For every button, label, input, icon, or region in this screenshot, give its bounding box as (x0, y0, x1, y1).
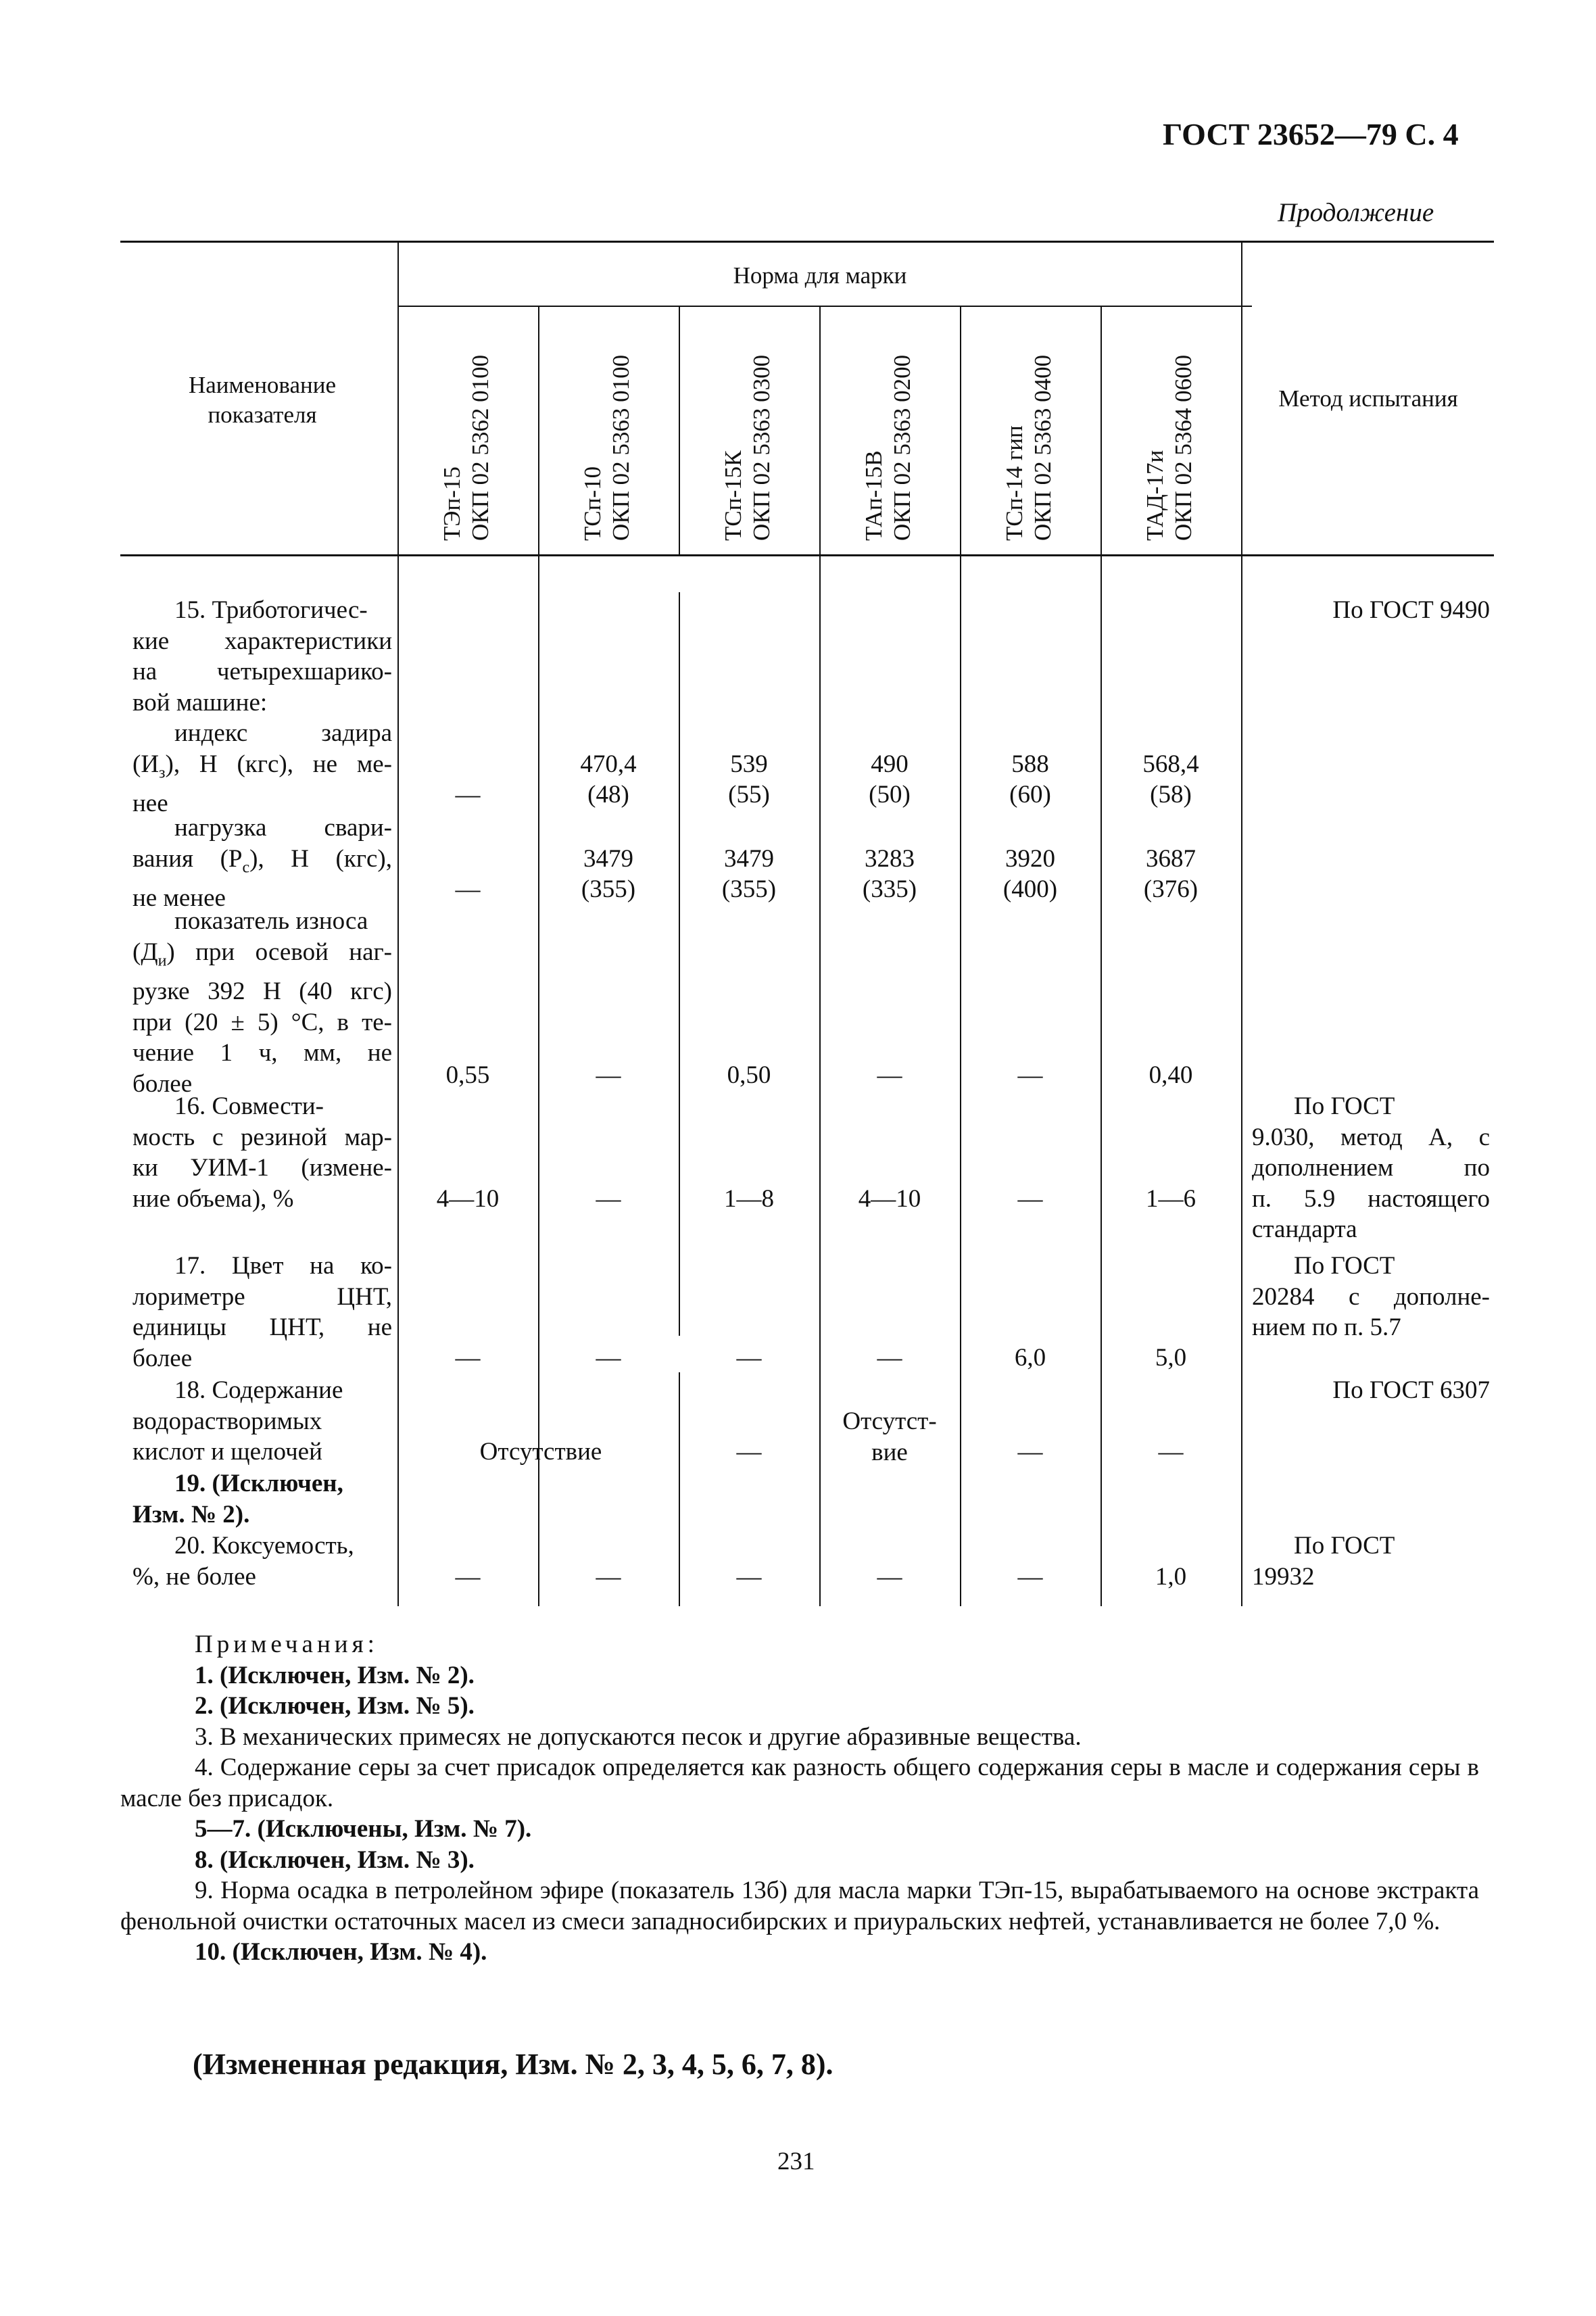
value-cell: 1—6 (1146, 1185, 1196, 1213)
value-cell: (60) (1009, 781, 1051, 809)
note-item: 3. В механических примесях не допускаются песок и другие абразивные вещества. (195, 1722, 1082, 1751)
row-label-20: 20. Коксуемость, %, не более (132, 1532, 354, 1591)
value-cell: — (596, 1563, 621, 1591)
value-cell: — (455, 875, 481, 903)
grade-name: ТАД-17и (1142, 450, 1168, 541)
col-divider (1101, 306, 1102, 1606)
method-cell: По ГОСТ 19932 (1252, 1532, 1395, 1591)
value-cell: 3479 (583, 845, 633, 873)
col-divider (538, 306, 539, 1606)
indicator-column-header: Наименование показателя (188, 372, 337, 428)
value-cell: — (1017, 1563, 1043, 1591)
method-cell: По ГОСТ 20284 с дополне- нием по п. 5.7 (1252, 1252, 1490, 1341)
method-cell: По ГОСТ 9.030, метод А, с дополнением по п. 5.9 настоящего стандарта (1252, 1092, 1490, 1243)
value-cell: — (1158, 1438, 1184, 1466)
note-item: 2. (Исключен, Изм. № 5). (195, 1692, 475, 1720)
note-item: 9. Норма осадка в петролейном эфире (показатель 13б) для масла марки ТЭп-15, вырабатываемого на основе экстракта фенольной очистки остаточных масел из смеси западносибирских и приуральских нефтей, устанавливается не более 7,0 %. (120, 1877, 1479, 1935)
value-cell: Отсутст- вие (842, 1407, 937, 1466)
value-cell: (335) (862, 875, 917, 903)
value-cell: 6,0 (1014, 1344, 1046, 1372)
continuation-label: Продолжение (1278, 198, 1434, 227)
grade-code: ОКП 02 5363 0100 (608, 354, 634, 541)
table-top-rule (120, 241, 1494, 243)
row-label-15b: нагрузка свари- вания $(Р_с)$, Н (кгс), не менее (132, 814, 392, 913)
value-cell: 588 (1011, 750, 1049, 778)
grade-code: ОКП 02 5363 0200 (889, 354, 915, 541)
value-cell: — (596, 1344, 621, 1372)
merged-value-cell: Отсутствие (479, 1438, 602, 1466)
note-item: 4. Содержание серы за счет присадок определяется как разность общего содержания серы в масле и содержания серы в масле без присадок. (120, 1754, 1479, 1812)
row-label-16: 16. Совмести- мость с резиной мар- ки УИМ-1 (измене- ние объема), % (132, 1092, 392, 1213)
value-cell: 470,4 (580, 750, 637, 778)
value-cell: 0,55 (445, 1061, 490, 1089)
value-cell: — (736, 1563, 762, 1591)
grade-name: ТСп-14 гип (1001, 425, 1027, 541)
row-label-15a: индекс задира $(И_з)$, Н (кгс), не ме- нее (132, 719, 392, 818)
grade-header (1141, 355, 1198, 541)
grade-header (438, 355, 495, 541)
header-bottom-rule (120, 554, 1494, 556)
grade-code: ОКП 02 5363 0400 (1030, 354, 1056, 541)
value-cell: (400) (1002, 875, 1058, 903)
value-cell: 0,40 (1148, 1061, 1193, 1089)
col-divider (1241, 241, 1242, 1606)
notes-section (120, 1629, 1479, 1968)
value-cell: 490 (871, 750, 909, 778)
amendment-note: (Измененная редакция, Изм. № 2, 3, 4, 5, 6, 7, 8). (193, 2048, 833, 2081)
value-cell: — (455, 1563, 481, 1591)
value-cell: (50) (869, 781, 911, 809)
note-item: 8. (Исключен, Изм. № 3). (195, 1845, 475, 1874)
grade-name: ТЭп-15 (439, 466, 465, 541)
value-cell: 568,4 (1142, 750, 1199, 778)
grade-header (719, 355, 776, 541)
method-cell: По ГОСТ 9490 (1332, 596, 1490, 624)
grade-header (1000, 355, 1057, 541)
norm-header-rule (399, 306, 1252, 307)
value-cell: (58) (1150, 781, 1192, 809)
value-cell: (355) (581, 875, 636, 903)
value-cell: 0,50 (727, 1061, 771, 1089)
page-number: 231 (777, 2148, 815, 2175)
method-cell: По ГОСТ 6307 (1332, 1376, 1490, 1404)
value-cell: (55) (728, 781, 770, 809)
value-cell: — (1017, 1438, 1043, 1466)
grade-header (860, 355, 917, 541)
page-header: ГОСТ 23652—79 С. 4 (1163, 117, 1459, 151)
row-label-18: 18. Содержание водорастворимых кислот и щелочей (132, 1376, 343, 1466)
row-label-15c: показатель износа $(Д_и)$ при осевой наг- рузке 392 Н (40 кгс) при (20 ± 5) °С, в те- чение 1 ч, мм, не более (132, 907, 392, 1098)
row-label-19: 19. (Исключен, Изм. № 2). (132, 1470, 343, 1528)
value-cell: — (596, 1061, 621, 1089)
grade-code: ОКП 02 5363 0300 (748, 354, 775, 541)
value-cell: — (455, 1344, 481, 1372)
grade-name: ТСп-15К (720, 450, 746, 541)
value-cell: 3687 (1146, 845, 1196, 873)
note-item: 1. (Исключен, Изм. № 2). (195, 1661, 475, 1689)
value-cell: — (1017, 1185, 1043, 1213)
value-cell: 5,0 (1155, 1344, 1187, 1372)
note-item: 10. (Исключен, Изм. № 4). (195, 1938, 487, 1966)
grade-header (579, 355, 635, 541)
value-cell: 3283 (865, 845, 915, 873)
grade-name: ТАп-15В (861, 450, 887, 541)
col-divider (679, 1372, 680, 1606)
col-divider (960, 306, 961, 1606)
value-cell: — (1017, 1061, 1043, 1089)
value-cell: (376) (1143, 875, 1199, 903)
value-cell: — (596, 1185, 621, 1213)
value-cell: — (736, 1438, 762, 1466)
value-cell: (48) (587, 781, 629, 809)
grade-code: ОКП 02 5362 0100 (467, 354, 493, 541)
col-divider (679, 306, 680, 554)
value-cell: 3920 (1005, 845, 1055, 873)
value-cell: 4—10 (436, 1185, 500, 1213)
grade-name: ТСп-10 (579, 466, 606, 541)
value-cell: — (877, 1563, 902, 1591)
value-cell: 1—8 (724, 1185, 774, 1213)
value-cell: 3479 (724, 845, 774, 873)
col-divider (679, 592, 680, 1336)
value-cell: (355) (721, 875, 777, 903)
row-label-15: 15. Триботогичес- кие характеристики на четырехшарико- вой машине: (132, 596, 392, 717)
col-divider (397, 241, 399, 1606)
norm-column-header: Норма для марки (733, 262, 907, 289)
grade-code: ОКП 02 5364 0600 (1170, 354, 1196, 541)
value-cell: — (877, 1061, 902, 1089)
col-divider (819, 306, 821, 1606)
note-item: 5—7. (Исключены, Изм. № 7). (195, 1815, 532, 1843)
value-cell: 4—10 (858, 1185, 921, 1213)
value-cell: 1,0 (1155, 1563, 1187, 1591)
value-cell: — (736, 1344, 762, 1372)
value-cell: — (455, 781, 481, 809)
method-column-header: Метод испытания (1278, 385, 1458, 412)
value-cell: 539 (730, 750, 768, 778)
notes-heading: Примечания: (195, 1631, 379, 1658)
row-label-17: 17. Цвет на ко- лориметре ЦНТ, единицы ЦНТ, не более (132, 1252, 392, 1372)
value-cell: — (877, 1344, 902, 1372)
